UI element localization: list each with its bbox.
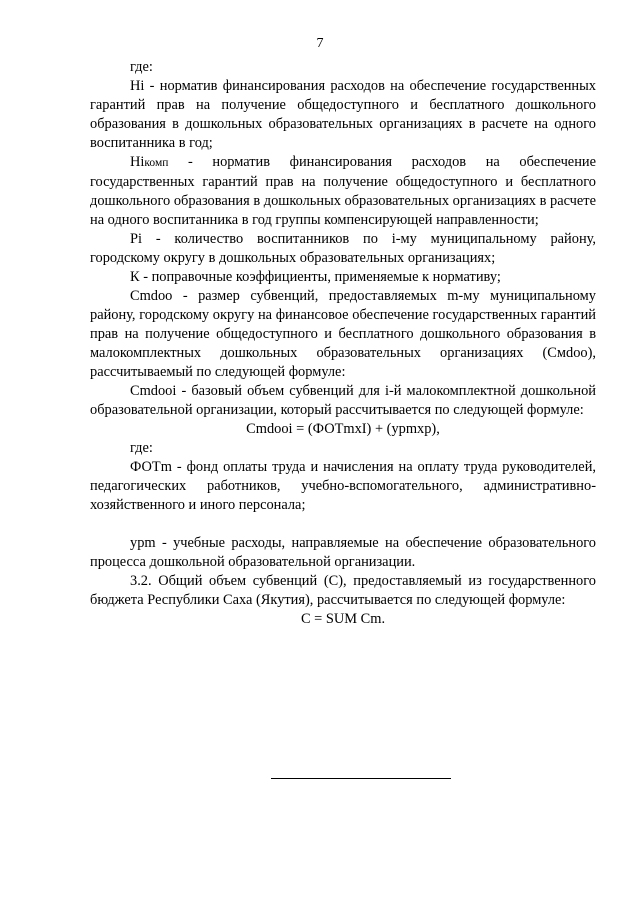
page-number: 7 [316, 36, 324, 51]
hi-komp-subscript: комп [144, 157, 169, 169]
document-body [90, 58, 596, 629]
section-3-2: 3.2. Общий объем субвенций (С), предоставляемый из государственного бюджета Республики Саха (Якутия), рассчитывается по следующей формуле: [90, 573, 596, 608]
bottom-divider [271, 778, 451, 779]
hi-komp-symbol: Hi [130, 154, 145, 170]
where-label-2: где: [130, 440, 153, 456]
definition-hi: Hi - норматив финансирования расходов на обеспечение государственных гарантий прав на получение общедоступного и бесплатного дошкольного образования в дошкольных образовательных организациях в расчете на одного воспитанника в год; [90, 78, 596, 151]
definition-fot: ФОТm - фонд оплаты труда и начисления на оплату труда руководителей, педагогических работников, учебно-вспомогательного, административно-хозяйственного и иного персонала; [90, 459, 596, 513]
definition-ypm: уpm - учебные расходы, направляемые на обеспечение образовательного процесса дошкольной образовательной организации. [90, 535, 596, 570]
formula-cmdooi: Cmdooi = (ФОТmxI) + (уpmxp), [246, 421, 440, 437]
where-label-1: где: [130, 59, 153, 75]
definition-k: К - поправочные коэффициенты, применяемые к нормативу; [130, 269, 501, 285]
definition-cmdooi: Cmdooi - базовый объем субвенций для i-й малокомплектной дошкольной образовательной организации, который рассчитывается по следующей формуле: [90, 383, 596, 418]
definition-pi: Pi - количество воспитанников по i-му муниципальному району, городскому округу в дошкольных образовательных организациях; [90, 231, 596, 266]
definition-hi-komp [90, 153, 596, 230]
hi-komp-text: - норматив финансирования расходов на обеспечение государственных гарантий прав на получение общедоступного и бесплатного дошкольного образования в дошкольных образовательных организациях в расчете на одного воспитанника в год группы компенсирующей направленности; [90, 154, 596, 228]
formula-total: C = SUM Cm. [300, 611, 386, 627]
definition-cmdoo: Cmdoo - размер субвенций, предоставляемых m-му муниципальному району, городскому округу на финансовое обеспечение государственных гарантий прав на получение общедоступного и бесплатного дошкольного образования в малокомплектных дошкольных образовательных организациях (Cмdoo), рассчитываемый по следующей формуле: [90, 288, 596, 380]
